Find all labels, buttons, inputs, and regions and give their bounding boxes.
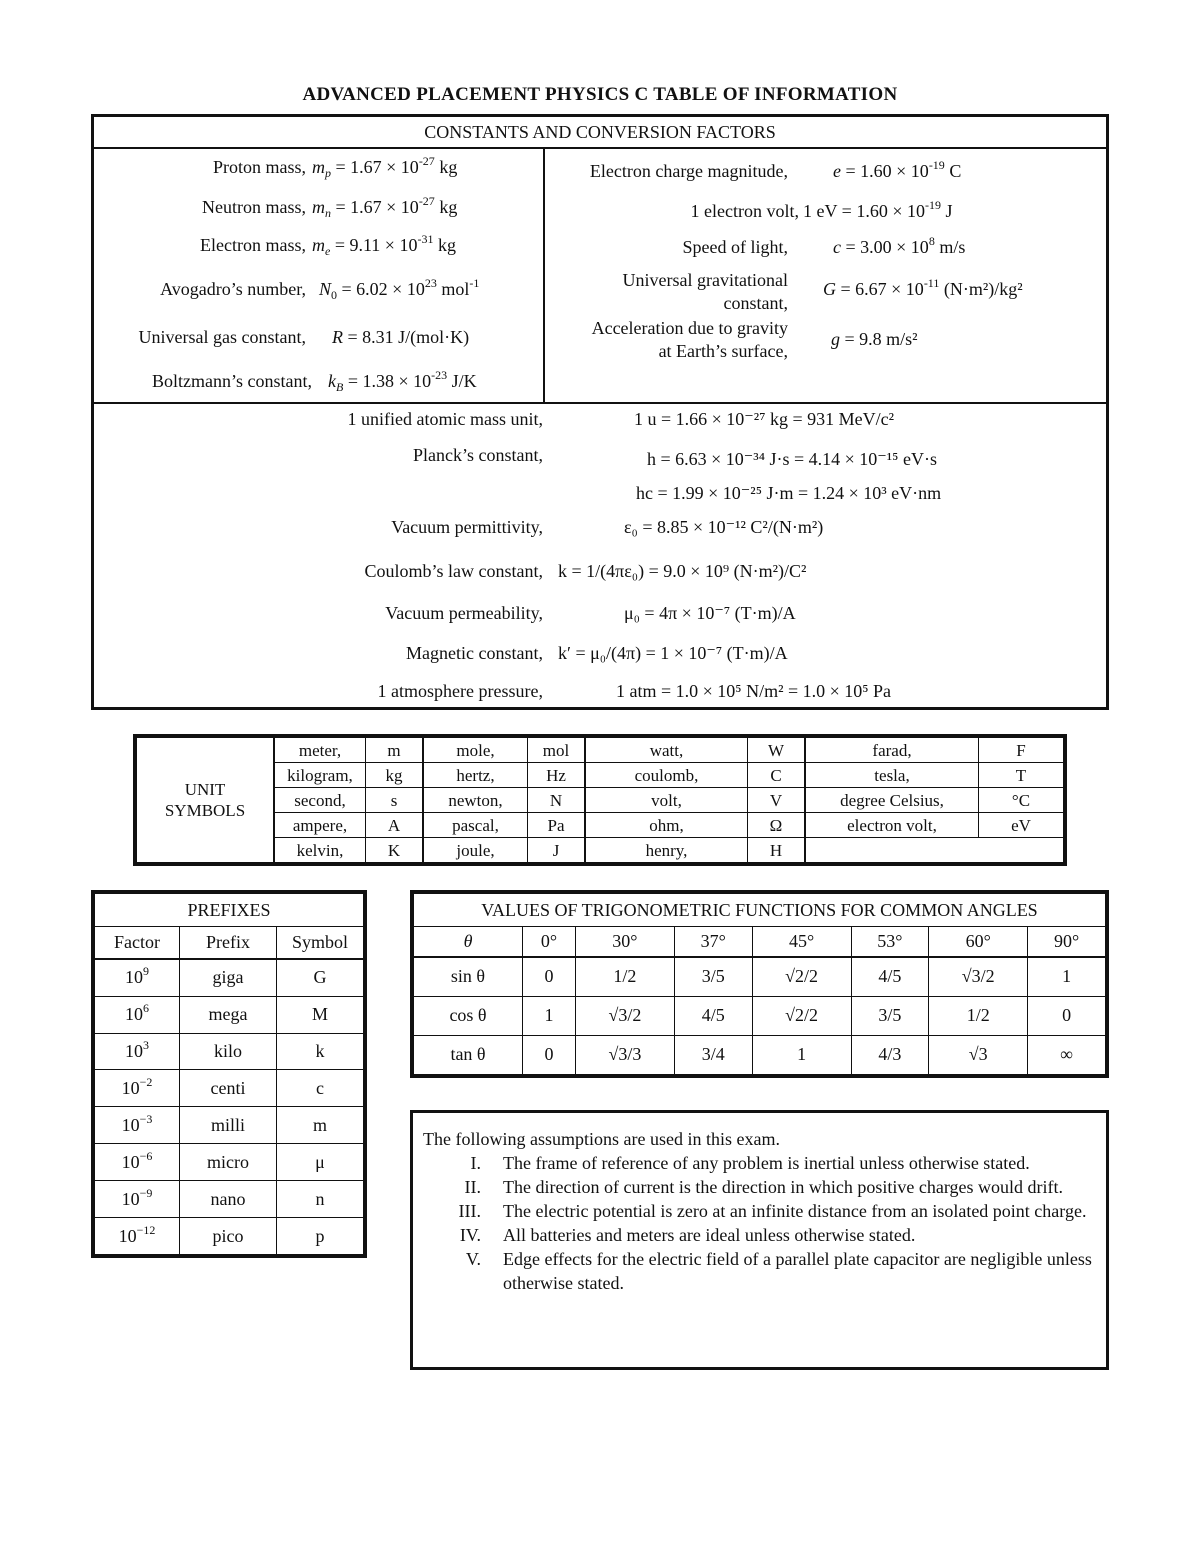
constant-value: 1 atm = 1.0 × 10⁵ N/m² = 1.0 × 10⁵ Pa xyxy=(616,681,892,701)
prefix-symbol: p xyxy=(277,1218,364,1255)
prefix-factor: $10^{-6}$ xyxy=(95,1144,180,1181)
prefix-factor: $10^{-2}$ xyxy=(95,1070,180,1107)
unit-name: kilogram, xyxy=(274,763,366,788)
constants-header: CONSTANTS AND CONVERSION FACTORS xyxy=(94,117,1106,149)
prefix-factor: $10^{-9}$ xyxy=(95,1181,180,1218)
prefix-factor: $10^9$ xyxy=(95,959,180,997)
constant-value: $N_0 = 6.02 \times 10^{23}$ mol$^{-1}$ xyxy=(319,276,480,302)
prefix-name: milli xyxy=(180,1107,277,1144)
page-title: ADVANCED PLACEMENT PHYSICS C TABLE OF INFORMATION xyxy=(302,84,898,105)
unit-symbol: F xyxy=(979,738,1064,763)
constant-label: Acceleration due to gravity at Earth’s surface, xyxy=(591,318,788,361)
prefix-name: pico xyxy=(180,1218,277,1255)
unit-symbol: s xyxy=(366,788,424,813)
trig-value: 1/2 xyxy=(575,957,674,997)
trig-value: 3/4 xyxy=(674,1035,752,1074)
prefix-symbol: n xyxy=(277,1181,364,1218)
assumption-item: V. Edge effects for the electric field of a parallel plate capacitor are negligible unless otherwise stated. xyxy=(465,1249,1092,1293)
assumption-item: IV. All batteries and meters are ideal unless otherwise stated. xyxy=(459,1225,916,1245)
assumptions-box xyxy=(410,1110,1109,1370)
trig-header: 0° xyxy=(523,927,576,957)
constant-value: $m_p = 1.67 \times 10^{-27}$ kg xyxy=(312,154,458,180)
constant-label: Electron charge magnitude, xyxy=(589,161,788,181)
constants-divider-vertical xyxy=(543,147,545,402)
trig-value: 3/5 xyxy=(851,996,929,1035)
constant-value: 1 eV = $1.60 \times 10^{-19}$ J xyxy=(803,198,953,221)
constant-value: ε₀ = 8.85 × 10⁻¹² C²/(N·m²) xyxy=(624,517,824,537)
constant-label: Planck’s constant, xyxy=(413,445,543,465)
constant-value: μ₀ = 4π × 10⁻⁷ (T·m)/A xyxy=(624,603,796,623)
constant-label: Vacuum permeability, xyxy=(385,603,543,623)
prefixes-header: Symbol xyxy=(277,927,364,959)
constant-label: Speed of light, xyxy=(682,237,788,257)
unit-symbol: J xyxy=(528,838,586,863)
unit-symbol: T xyxy=(979,763,1064,788)
constant-label: Vacuum permittivity, xyxy=(391,517,543,537)
constants-box xyxy=(91,114,1109,710)
trig-header: 53° xyxy=(851,927,929,957)
assumption-item: I. The frame of reference of any problem is inertial unless otherwise stated. xyxy=(470,1153,1030,1173)
unit-name: volt, xyxy=(585,788,748,813)
unit-name: electron volt, xyxy=(805,813,979,838)
trig-header: 45° xyxy=(752,927,851,957)
unit-symbol: A xyxy=(366,813,424,838)
unit-name: mole, xyxy=(423,738,528,763)
unit-name: coulomb, xyxy=(585,763,748,788)
unit-symbol: Ω xyxy=(748,813,806,838)
unit-symbol: mol xyxy=(528,738,586,763)
constant-value: k′ = μ₀/(4π) = 1 × 10⁻⁷ (T·m)/A xyxy=(558,643,788,663)
constant-value: hc = 1.99 × 10⁻²⁵ J·m = 1.24 × 10³ eV·nm xyxy=(636,483,942,503)
trig-value: √2/2 xyxy=(752,996,851,1035)
unit-symbol: C xyxy=(748,763,806,788)
unit-name: tesla, xyxy=(805,763,979,788)
prefix-symbol: G xyxy=(277,959,364,997)
trig-table xyxy=(410,890,1109,1078)
constants-divider-horizontal xyxy=(94,402,1106,404)
trig-header: 90° xyxy=(1028,927,1106,957)
trig-header: 60° xyxy=(929,927,1028,957)
constant-label: Universal gravitational constant, xyxy=(622,270,788,313)
prefix-factor: $10^3$ xyxy=(95,1033,180,1070)
constant-value: $m_e = 9.11 \times 10^{-31}$ kg xyxy=(312,232,456,258)
constant-value: $m_n = 1.67 \times 10^{-27}$ kg xyxy=(312,194,458,220)
unit-symbol: eV xyxy=(979,813,1064,838)
constant-label: Electron mass, xyxy=(200,235,306,255)
prefixes-header: Prefix xyxy=(180,927,277,959)
constant-value: R = 8.31 J/(mol·K) xyxy=(332,327,470,347)
unit-name: watt, xyxy=(585,738,748,763)
constant-label: 1 electron volt, xyxy=(690,201,799,221)
prefix-symbol: c xyxy=(277,1070,364,1107)
prefix-name: centi xyxy=(180,1070,277,1107)
constant-value: $c = 3.00 \times 10^8$ m/s xyxy=(833,234,966,257)
unit-name: newton, xyxy=(423,788,528,813)
trig-header: 37° xyxy=(674,927,752,957)
unit-name: ohm, xyxy=(585,813,748,838)
unit-name: joule, xyxy=(423,838,528,863)
trig-header: 30° xyxy=(575,927,674,957)
prefix-name: kilo xyxy=(180,1033,277,1070)
constant-label: Coulomb’s law constant, xyxy=(364,561,543,581)
trig-value: √3/3 xyxy=(575,1035,674,1074)
prefix-symbol: M xyxy=(277,996,364,1033)
unit-name: henry, xyxy=(585,838,748,863)
trig-function: cos θ xyxy=(414,996,523,1035)
prefix-name: giga xyxy=(180,959,277,997)
trig-value: √3 xyxy=(929,1035,1028,1074)
unit-symbol: H xyxy=(748,838,806,863)
trig-value: √2/2 xyxy=(752,957,851,997)
unit-name: farad, xyxy=(805,738,979,763)
constant-value: h = 6.63 × 10⁻³⁴ J·s = 4.14 × 10⁻¹⁵ eV·s xyxy=(647,449,937,469)
trig-value: 1 xyxy=(1028,957,1106,997)
constant-value: g = 9.8 m/s² xyxy=(831,329,918,349)
trig-value: √3/2 xyxy=(929,957,1028,997)
trig-value: 0 xyxy=(523,1035,576,1074)
unit-name: second, xyxy=(274,788,366,813)
constant-value: $k_B = 1.38 \times 10^{-23}$ J/K xyxy=(328,368,477,394)
unit-name: hertz, xyxy=(423,763,528,788)
unit-symbol: Pa xyxy=(528,813,586,838)
unit-symbol: kg xyxy=(366,763,424,788)
unit-symbol: °C xyxy=(979,788,1064,813)
assumption-item: III. The electric potential is zero at an infinite distance from an isolated point charge. xyxy=(458,1201,1087,1221)
unit-symbol: N xyxy=(528,788,586,813)
trig-value: 4/3 xyxy=(851,1035,929,1074)
trig-value: 4/5 xyxy=(674,996,752,1035)
unit-symbol: K xyxy=(366,838,424,863)
assumption-item: II. The direction of current is the direction in which positive charges would drift. xyxy=(464,1177,1064,1197)
constant-label: Neutron mass, xyxy=(202,197,306,217)
trig-value: 1 xyxy=(523,996,576,1035)
prefixes-header: Factor xyxy=(95,927,180,959)
prefix-name: mega xyxy=(180,996,277,1033)
prefix-name: micro xyxy=(180,1144,277,1181)
prefix-factor: $10^6$ xyxy=(95,996,180,1033)
unit-name: degree Celsius, xyxy=(805,788,979,813)
unit-symbol: Hz xyxy=(528,763,586,788)
constant-label: Boltzmann’s constant, xyxy=(152,371,312,391)
constant-label: Magnetic constant, xyxy=(406,643,543,663)
prefix-symbol: μ xyxy=(277,1144,364,1181)
prefix-factor: $10^{-3}$ xyxy=(95,1107,180,1144)
constant-value: $G = 6.67 \times 10^{-11}$ (N·m²)/kg² xyxy=(823,276,1023,299)
unit-name: ampere, xyxy=(274,813,366,838)
trig-value: 4/5 xyxy=(851,957,929,997)
trig-header: θ xyxy=(414,927,523,957)
trig-function: tan θ xyxy=(414,1035,523,1074)
trig-value: 1 xyxy=(752,1035,851,1074)
trig-value: 1/2 xyxy=(929,996,1028,1035)
prefix-factor: $10^{-12}$ xyxy=(95,1218,180,1255)
unit-symbol: W xyxy=(748,738,806,763)
trig-title: VALUES OF TRIGONOMETRIC FUNCTIONS FOR COMMON ANGLES xyxy=(414,894,1106,927)
unit-symbol: V xyxy=(748,788,806,813)
constant-label: 1 unified atomic mass unit, xyxy=(347,409,543,429)
prefixes-table xyxy=(91,890,367,1258)
unit-name: meter, xyxy=(274,738,366,763)
trig-value: ∞ xyxy=(1028,1035,1106,1074)
unit-symbol: m xyxy=(366,738,424,763)
trig-value: 0 xyxy=(1028,996,1106,1035)
trig-function: sin θ xyxy=(414,957,523,997)
unit-symbols-table xyxy=(133,734,1067,866)
constant-value: $e = 1.60 \times 10^{-19}$ C xyxy=(833,158,962,181)
constant-label: Proton mass, xyxy=(212,157,306,177)
unit-symbols-label: UNIT SYMBOLS xyxy=(137,738,275,863)
assumptions-intro: The following assumptions are used in this exam. xyxy=(423,1129,780,1149)
unit-name: kelvin, xyxy=(274,838,366,863)
constant-label: 1 atmosphere pressure, xyxy=(377,681,543,701)
unit-empty-cell xyxy=(805,838,1064,863)
prefixes-title: PREFIXES xyxy=(95,894,364,927)
unit-name: pascal, xyxy=(423,813,528,838)
constant-label: Avogadro’s number, xyxy=(160,279,306,299)
constant-value: k = 1/(4πε₀) = 9.0 × 10⁹ (N·m²)/C² xyxy=(558,561,807,581)
constant-label: Universal gas constant, xyxy=(138,327,306,347)
prefix-symbol: k xyxy=(277,1033,364,1070)
trig-value: 0 xyxy=(523,957,576,997)
constant-value: 1 u = 1.66 × 10⁻²⁷ kg = 931 MeV/c² xyxy=(634,409,895,429)
trig-value: 3/5 xyxy=(674,957,752,997)
trig-value: √3/2 xyxy=(575,996,674,1035)
prefix-symbol: m xyxy=(277,1107,364,1144)
prefix-name: nano xyxy=(180,1181,277,1218)
